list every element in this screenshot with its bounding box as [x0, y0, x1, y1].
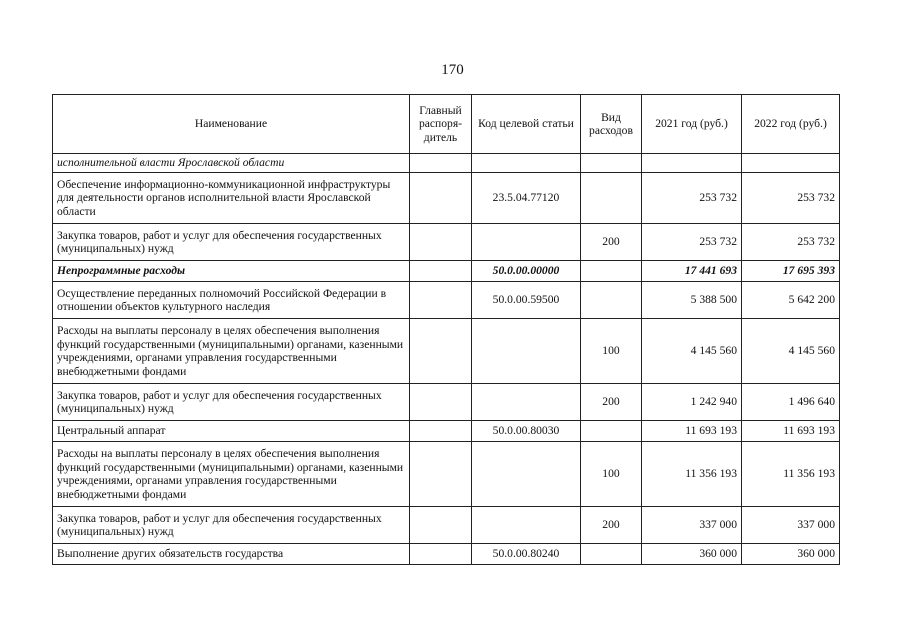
- cell-name: Обеспечение информационно-коммуникационной инфраструктуры для деятельности органов исполнительной власти Ярославской области: [53, 173, 410, 224]
- cell-year-2021: 253 732: [642, 224, 742, 261]
- table-row: [53, 421, 840, 442]
- cell-name: исполнительной власти Ярославской области: [53, 154, 410, 173]
- cell-code: 50.0.00.00000: [472, 261, 581, 282]
- cell-manager: [410, 319, 472, 384]
- cell-manager: [410, 421, 472, 442]
- cell-year-2022: 17 695 393: [742, 261, 840, 282]
- budget-table: [52, 94, 840, 565]
- cell-expense-type: 200: [581, 507, 642, 544]
- cell-code: 50.0.00.59500: [472, 282, 581, 319]
- cell-code: [472, 507, 581, 544]
- table-row: [53, 154, 840, 173]
- cell-expense-type: [581, 154, 642, 173]
- cell-year-2021: [642, 154, 742, 173]
- table-header-row: [53, 95, 840, 154]
- cell-year-2021: 337 000: [642, 507, 742, 544]
- header-code: Код целевой статьи: [472, 95, 581, 154]
- table-row: [53, 442, 840, 507]
- cell-manager: [410, 261, 472, 282]
- header-name: Наименование: [53, 95, 410, 154]
- cell-name: Расходы на выплаты персоналу в целях обеспечения выполнения функций государственными (муниципальными) органами, казенными учреждениями, органами управления государственными внебюджетными фондами: [53, 442, 410, 507]
- table-row: [53, 507, 840, 544]
- cell-year-2022: 337 000: [742, 507, 840, 544]
- cell-year-2022: 360 000: [742, 544, 840, 565]
- header-expense-type: Вид расходов: [581, 95, 642, 154]
- cell-year-2022: 1 496 640: [742, 384, 840, 421]
- cell-expense-type: [581, 261, 642, 282]
- cell-expense-type: 200: [581, 384, 642, 421]
- cell-year-2022: 11 356 193: [742, 442, 840, 507]
- table-row: [53, 173, 840, 224]
- cell-expense-type: [581, 282, 642, 319]
- cell-year-2021: 360 000: [642, 544, 742, 565]
- table-row: [53, 261, 840, 282]
- cell-code: [472, 319, 581, 384]
- cell-name: Закупка товаров, работ и услуг для обеспечения государственных (муниципальных) нужд: [53, 224, 410, 261]
- cell-name: Непрограммные расходы: [53, 261, 410, 282]
- cell-name: Закупка товаров, работ и услуг для обеспечения государственных (муниципальных) нужд: [53, 507, 410, 544]
- cell-expense-type: 200: [581, 224, 642, 261]
- cell-code: [472, 442, 581, 507]
- table-row: [53, 544, 840, 565]
- cell-manager: [410, 224, 472, 261]
- cell-year-2022: 4 145 560: [742, 319, 840, 384]
- cell-code: [472, 154, 581, 173]
- cell-year-2022: [742, 154, 840, 173]
- header-year-2021: 2021 год (руб.): [642, 95, 742, 154]
- cell-year-2022: 11 693 193: [742, 421, 840, 442]
- cell-code: 50.0.00.80240: [472, 544, 581, 565]
- cell-expense-type: [581, 421, 642, 442]
- page-number: 170: [441, 62, 464, 78]
- cell-code: 23.5.04.77120: [472, 173, 581, 224]
- cell-manager: [410, 173, 472, 224]
- cell-code: [472, 384, 581, 421]
- cell-name: Выполнение других обязательств государства: [53, 544, 410, 565]
- cell-manager: [410, 507, 472, 544]
- cell-expense-type: [581, 544, 642, 565]
- table-row: [53, 224, 840, 261]
- cell-year-2022: 5 642 200: [742, 282, 840, 319]
- table-body: [53, 154, 840, 565]
- cell-code: [472, 224, 581, 261]
- cell-expense-type: 100: [581, 319, 642, 384]
- header-year-2022: 2022 год (руб.): [742, 95, 840, 154]
- cell-manager: [410, 442, 472, 507]
- cell-manager: [410, 154, 472, 173]
- cell-manager: [410, 384, 472, 421]
- cell-manager: [410, 544, 472, 565]
- table-row: [53, 319, 840, 384]
- cell-name: Закупка товаров, работ и услуг для обеспечения государственных (муниципальных) нужд: [53, 384, 410, 421]
- cell-manager: [410, 282, 472, 319]
- cell-expense-type: 100: [581, 442, 642, 507]
- cell-name: Осуществление переданных полномочий Российской Федерации в отношении объектов культурного наследия: [53, 282, 410, 319]
- cell-year-2021: 17 441 693: [642, 261, 742, 282]
- cell-year-2022: 253 732: [742, 173, 840, 224]
- cell-year-2021: 253 732: [642, 173, 742, 224]
- cell-name: Центральный аппарат: [53, 421, 410, 442]
- table-row: [53, 282, 840, 319]
- cell-expense-type: [581, 173, 642, 224]
- header-manager: Главный распоря-дитель: [410, 95, 472, 154]
- cell-code: 50.0.00.80030: [472, 421, 581, 442]
- cell-year-2021: 11 693 193: [642, 421, 742, 442]
- cell-year-2021: 11 356 193: [642, 442, 742, 507]
- cell-year-2022: 253 732: [742, 224, 840, 261]
- cell-name: Расходы на выплаты персоналу в целях обеспечения выполнения функций государственными (муниципальными) органами, казенными учреждениями, органами управления государственными внебюджетными фондами: [53, 319, 410, 384]
- table-row: [53, 384, 840, 421]
- cell-year-2021: 1 242 940: [642, 384, 742, 421]
- cell-year-2021: 4 145 560: [642, 319, 742, 384]
- cell-year-2021: 5 388 500: [642, 282, 742, 319]
